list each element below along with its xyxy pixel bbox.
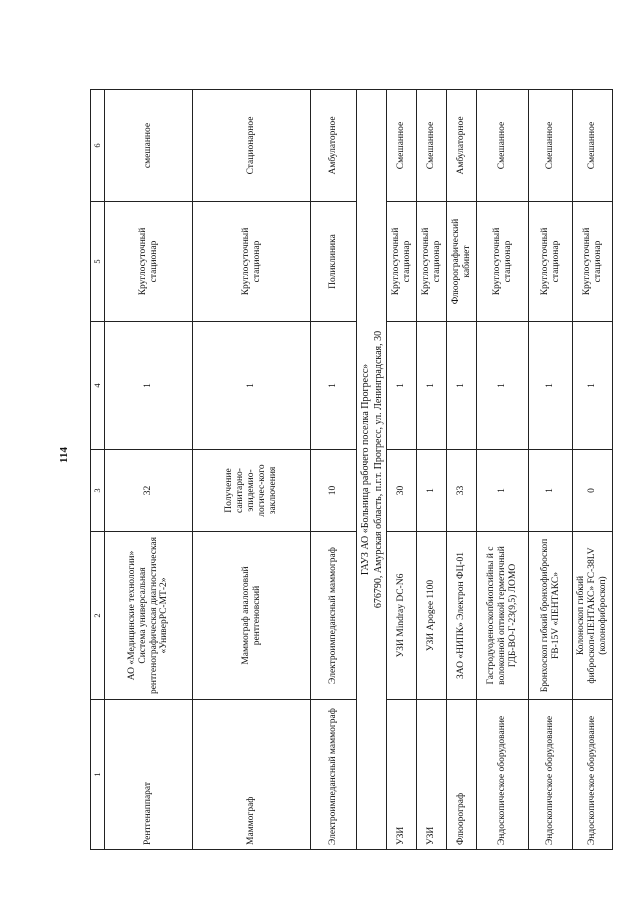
- table-row: [311, 90, 357, 850]
- table-row: [105, 90, 193, 850]
- table-row: [573, 90, 613, 850]
- column-number: 6: [91, 90, 105, 202]
- organization-address: 676790, Амурская область, п.г.т. Прогресс, ул. Ленинградская, 30: [372, 330, 384, 609]
- care-mode-cell: Смешанное: [417, 90, 447, 202]
- equipment-model-cell: Маммограф аналоговый рентгеновский: [193, 532, 311, 700]
- quantity-cell: 1: [311, 322, 357, 450]
- section-row: [357, 90, 387, 850]
- department-cell: Круглосуточный стационар: [529, 202, 573, 322]
- department-cell: Круглосуточный стационар: [477, 202, 529, 322]
- organization-name: ГАУЗ АО «Больница рабочего поселка Прогресс»: [359, 363, 371, 576]
- equipment-model-cell: Электроимпедансный маммограф: [311, 532, 357, 700]
- table-row: [193, 90, 311, 850]
- quantity-cell: 1: [193, 322, 311, 450]
- quantity-cell: 1: [529, 322, 573, 450]
- equipment-model-cell: АО «Медицинские технологии» Система универсальная рентгенографическая диагностическая «УниверРС-МТ-2»: [105, 532, 193, 700]
- table-header-row: [91, 90, 105, 850]
- equipment-type-cell: Электроимпедансный маммограф: [311, 700, 357, 850]
- care-mode-cell: Стационарное: [193, 90, 311, 202]
- equipment-type-cell: Маммограф: [193, 700, 311, 850]
- quantity-cell: 1: [387, 322, 417, 450]
- equipment-model-cell: Гастродуоденоскопбиопсийны й с волоконной оптикой герметичный ГДБ-ВО-Г-23(9,5) ЛОМО: [477, 532, 529, 700]
- equipment-model-cell: Колоноскоп гибкий фиброскоп«ПЕНТАКС» FC-38LV (колонофиброскоп): [573, 532, 613, 700]
- equipment-model-cell: Бронхоскоп гибкий бронхофиброскоп FB-15V «ПЕНТАКС»: [529, 532, 573, 700]
- department-cell: Круглосуточный стационар: [105, 202, 193, 322]
- rotated-table-container: [90, 90, 608, 850]
- table-row: [417, 90, 447, 850]
- page-number: 114: [58, 447, 70, 463]
- department-cell: Круглосуточный стационар: [193, 202, 311, 322]
- care-mode-cell: Смешанное: [573, 90, 613, 202]
- care-mode-cell: смешанное: [105, 90, 193, 202]
- table-row: [529, 90, 573, 850]
- table-row: [477, 90, 529, 850]
- equipment-count-cell: 32: [105, 450, 193, 532]
- equipment-count-cell: 1: [417, 450, 447, 532]
- equipment-count-cell: 1: [529, 450, 573, 532]
- equipment-table: [90, 89, 613, 850]
- equipment-count-cell: 10: [311, 450, 357, 532]
- department-cell: Флюорографический кабинет: [447, 202, 477, 322]
- quantity-cell: 1: [417, 322, 447, 450]
- care-mode-cell: Амбулаторное: [447, 90, 477, 202]
- care-mode-cell: Смешанное: [387, 90, 417, 202]
- department-cell: Круглосуточный стационар: [387, 202, 417, 322]
- column-number: 4: [91, 322, 105, 450]
- equipment-type-cell: Рентгенаппарат: [105, 700, 193, 850]
- equipment-type-cell: УЗИ: [387, 700, 417, 850]
- department-cell: Круглосуточный стационар: [417, 202, 447, 322]
- column-number: 3: [91, 450, 105, 532]
- organization-header: [357, 90, 387, 850]
- quantity-cell: 1: [105, 322, 193, 450]
- quantity-cell: 1: [573, 322, 613, 450]
- quantity-cell: 1: [447, 322, 477, 450]
- equipment-type-cell: Эндоскопическое оборудование: [477, 700, 529, 850]
- equipment-type-cell: Эндоскопическое оборудование: [529, 700, 573, 850]
- equipment-count-cell: 30: [387, 450, 417, 532]
- column-number: 1: [91, 700, 105, 850]
- equipment-model-cell: УЗИ Apogee 1100: [417, 532, 447, 700]
- equipment-count-cell: 1: [477, 450, 529, 532]
- equipment-count-cell: 33: [447, 450, 477, 532]
- column-number: 2: [91, 532, 105, 700]
- equipment-type-cell: Эндоскопическое оборудование: [573, 700, 613, 850]
- care-mode-cell: Смешанное: [477, 90, 529, 202]
- care-mode-cell: Амбулаторное: [311, 90, 357, 202]
- department-cell: Поликлиника: [311, 202, 357, 322]
- department-cell: Круглосуточный стационар: [573, 202, 613, 322]
- table-row: [447, 90, 477, 850]
- equipment-model-cell: ЗАО «НИПК» Электрон ФЦ-01: [447, 532, 477, 700]
- equipment-type-cell: УЗИ: [417, 700, 447, 850]
- equipment-type-cell: Флюорограф: [447, 700, 477, 850]
- equipment-count-cell: Получение санитарно-эпидемио-логичес-кого заключения: [193, 450, 311, 532]
- quantity-cell: 1: [477, 322, 529, 450]
- equipment-count-cell: 0: [573, 450, 613, 532]
- equipment-model-cell: УЗИ Mindray DC-N6: [387, 532, 417, 700]
- column-number: 5: [91, 202, 105, 322]
- care-mode-cell: Смешанное: [529, 90, 573, 202]
- table-row: [387, 90, 417, 850]
